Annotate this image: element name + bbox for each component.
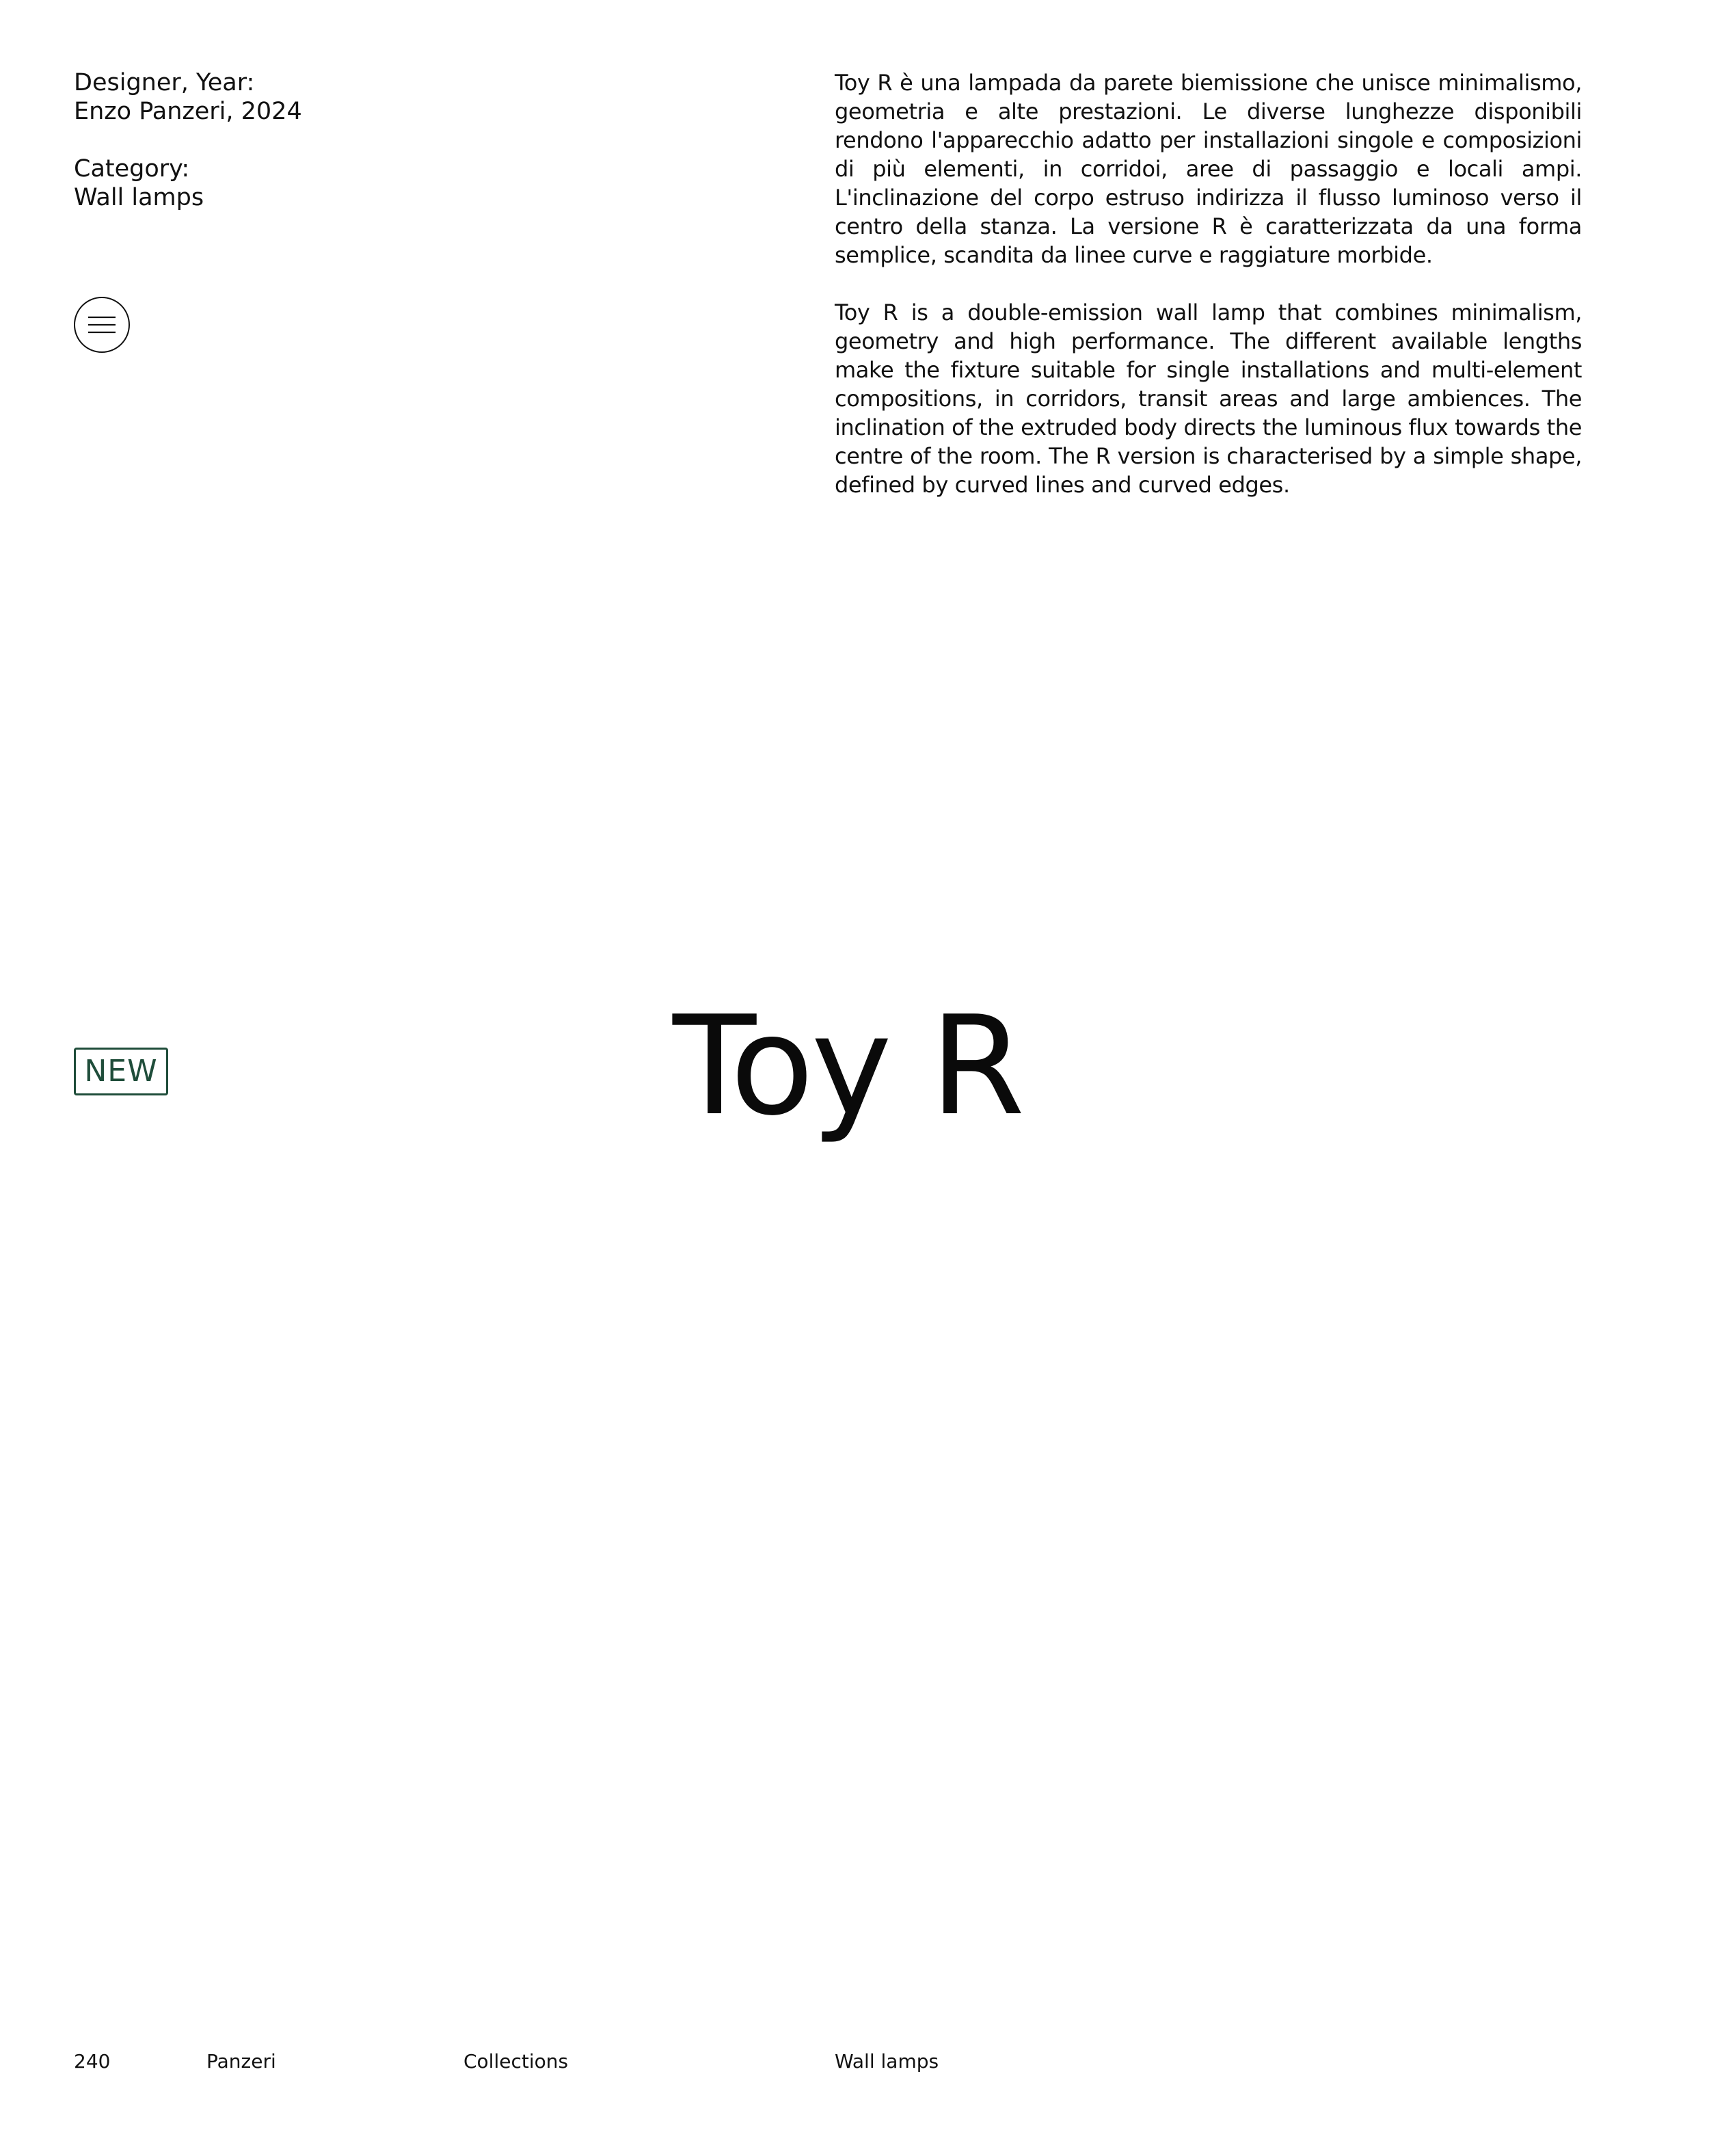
category-block xyxy=(74,155,552,212)
product-title: Toy R xyxy=(673,987,1023,1146)
designer-label: Designer, Year: xyxy=(74,69,255,96)
hamburger-menu-icon xyxy=(88,316,116,334)
footer-page-number: 240 xyxy=(74,2050,111,2073)
category-label: Category: xyxy=(74,155,190,183)
description-english: Toy R is a double-emission wall lamp that combines minimalism, geometry and high performance. The different available lengths make the fixture suitable for single installations and multi-element compositions, in corridors, transit areas and large ambiences. The inclination of the extruded body directs the luminous flux towards the centre of the room. The R version is characterised by a simple shape, defined by curved lines and curved edges. xyxy=(835,300,1582,498)
footer-section: Collections xyxy=(463,2050,569,2073)
product-meta xyxy=(74,68,552,241)
footer-category: Wall lamps xyxy=(835,2050,939,2073)
product-description xyxy=(835,68,1582,528)
designer-block xyxy=(74,68,552,126)
category-value: Wall lamps xyxy=(74,184,204,211)
designer-value: Enzo Panzeri, 2024 xyxy=(74,98,302,125)
footer-brand: Panzeri xyxy=(206,2050,276,2073)
new-badge: NEW xyxy=(74,1048,168,1095)
description-italian: Toy R è una lampada da parete biemissione che unisce minimalismo, geometria e alte prestazioni. Le diverse lunghezze disponibili rendono l'apparecchio adatto per installazioni singole e composizioni di più elementi, in corridoi, aree di passaggio e locali ampi. L'inclinazione del corpo estruso indirizza il flusso luminoso verso il centro della stanza. La versione R è caratterizzata da una forma semplice, scandita da linee curve e raggiature morbide. xyxy=(835,70,1582,268)
menu-button[interactable] xyxy=(74,297,130,353)
